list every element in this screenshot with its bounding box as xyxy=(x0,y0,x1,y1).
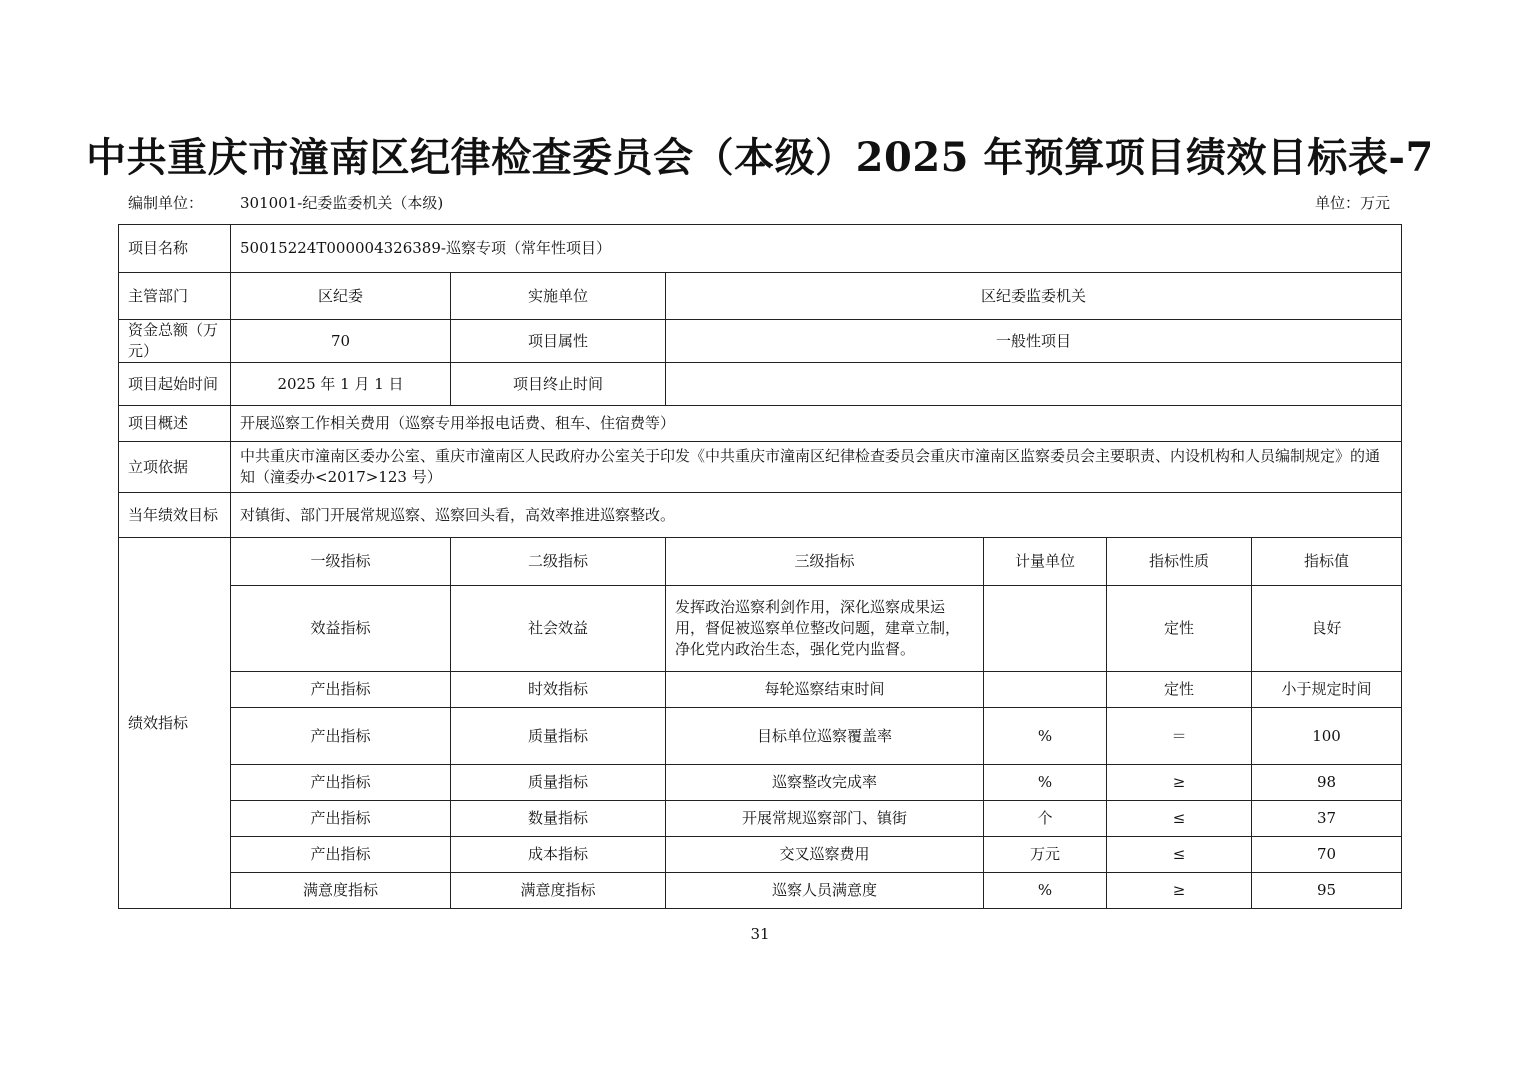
indicator-unit: 个 xyxy=(984,801,1107,837)
indicator-level1: 效益指标 xyxy=(231,586,451,672)
indicator-header-row xyxy=(119,538,1402,586)
meta-row xyxy=(128,192,1390,214)
indicator-value: 70 xyxy=(1252,837,1402,873)
indicator-unit xyxy=(984,586,1107,672)
indicator-value: 100 xyxy=(1252,708,1402,765)
header-level1: 一级指标 xyxy=(231,538,451,586)
basis-value: 中共重庆市潼南区委办公室、重庆市潼南区人民政府办公室关于印发《中共重庆市潼南区纪律检查委员会重庆市潼南区监察委员会主要职责、内设机构和人员编制规定》的通知（潼委办<2017>123 号） xyxy=(231,442,1402,493)
indicator-nature: 定性 xyxy=(1107,586,1252,672)
overview-value: 开展巡察工作相关费用（巡察专用举报电话费、租车、住宿费等） xyxy=(231,406,1402,442)
indicator-level2: 数量指标 xyxy=(451,801,666,837)
indicator-value: 良好 xyxy=(1252,586,1402,672)
department-row xyxy=(119,273,1402,320)
indicator-unit: % xyxy=(984,765,1107,801)
indicator-level2: 质量指标 xyxy=(451,708,666,765)
indicator-row xyxy=(119,672,1402,708)
goal-row xyxy=(119,493,1402,538)
impl-unit-value: 区纪委监委机关 xyxy=(666,273,1402,320)
indicator-level3: 巡察人员满意度 xyxy=(666,873,984,909)
basis-label: 立项依据 xyxy=(119,442,231,493)
indicator-value: 95 xyxy=(1252,873,1402,909)
header-unit: 计量单位 xyxy=(984,538,1107,586)
start-value: 2025 年 1 月 1 日 xyxy=(231,363,451,406)
indicator-level1: 产出指标 xyxy=(231,837,451,873)
dept-label: 主管部门 xyxy=(119,273,231,320)
indicator-level3: 发挥政治巡察利剑作用，深化巡察成果运用，督促被巡察单位整改问题，建章立制，净化党内政治生态，强化党内监督。 xyxy=(666,586,984,672)
indicator-nature: ≤ xyxy=(1107,801,1252,837)
indicator-level2: 时效指标 xyxy=(451,672,666,708)
end-value xyxy=(666,363,1402,406)
basis-row xyxy=(119,442,1402,493)
overview-label: 项目概述 xyxy=(119,406,231,442)
indicator-unit: 万元 xyxy=(984,837,1107,873)
indicator-value: 98 xyxy=(1252,765,1402,801)
start-label: 项目起始时间 xyxy=(119,363,231,406)
project-name-row xyxy=(119,225,1402,273)
indicator-nature: ≥ xyxy=(1107,765,1252,801)
dept-value: 区纪委 xyxy=(231,273,451,320)
page-number: 31 xyxy=(750,925,770,943)
header-level3: 三级指标 xyxy=(666,538,984,586)
indicator-level3: 巡察整改完成率 xyxy=(666,765,984,801)
indicators-section-label: 绩效指标 xyxy=(119,538,231,909)
indicator-level3: 每轮巡察结束时间 xyxy=(666,672,984,708)
indicator-level3: 开展常规巡察部门、镇街 xyxy=(666,801,984,837)
header-level2: 二级指标 xyxy=(451,538,666,586)
fund-row xyxy=(119,320,1402,363)
page-title: 中共重庆市潼南区纪律检查委员会（本级）2025 年预算项目绩效目标表-7 xyxy=(86,134,1434,181)
end-label: 项目终止时间 xyxy=(451,363,666,406)
indicator-level2: 满意度指标 xyxy=(451,873,666,909)
project-name-value: 50015224T000004326389-巡察专项（常年性项目） xyxy=(231,225,1402,273)
indicator-level1: 满意度指标 xyxy=(231,873,451,909)
attr-label: 项目属性 xyxy=(451,320,666,363)
indicator-unit: % xyxy=(984,873,1107,909)
indicator-level1: 产出指标 xyxy=(231,708,451,765)
attr-value: 一般性项目 xyxy=(666,320,1402,363)
overview-row xyxy=(119,406,1402,442)
performance-table xyxy=(118,224,1402,909)
indicator-row xyxy=(119,801,1402,837)
indicator-nature: ≤ xyxy=(1107,837,1252,873)
indicator-row xyxy=(119,837,1402,873)
goal-label: 当年绩效目标 xyxy=(119,493,231,538)
indicator-unit xyxy=(984,672,1107,708)
indicator-value: 37 xyxy=(1252,801,1402,837)
currency-unit: 单位：万元 xyxy=(1314,194,1390,212)
period-row xyxy=(119,363,1402,406)
compiling-unit-value: 301001-纪委监委机关（本级) xyxy=(240,194,444,212)
indicator-row xyxy=(119,708,1402,765)
indicator-level2: 成本指标 xyxy=(451,837,666,873)
indicator-row xyxy=(119,586,1402,672)
fund-label: 资金总额（万元） xyxy=(119,320,231,363)
indicator-value: 小于规定时间 xyxy=(1252,672,1402,708)
indicator-level3: 目标单位巡察覆盖率 xyxy=(666,708,984,765)
goal-value: 对镇街、部门开展常规巡察、巡察回头看，高效率推进巡察整改。 xyxy=(231,493,1402,538)
project-name-label: 项目名称 xyxy=(119,225,231,273)
header-value: 指标值 xyxy=(1252,538,1402,586)
indicator-row xyxy=(119,765,1402,801)
indicator-level3: 交叉巡察费用 xyxy=(666,837,984,873)
indicator-unit: % xyxy=(984,708,1107,765)
indicator-nature: ＝ xyxy=(1107,708,1252,765)
indicator-level2: 质量指标 xyxy=(451,765,666,801)
indicator-level2: 社会效益 xyxy=(451,586,666,672)
indicator-level1: 产出指标 xyxy=(231,765,451,801)
indicator-nature: ≥ xyxy=(1107,873,1252,909)
indicator-row xyxy=(119,873,1402,909)
impl-unit-label: 实施单位 xyxy=(451,273,666,320)
compiling-unit-label: 编制单位： xyxy=(128,194,204,212)
indicator-level1: 产出指标 xyxy=(231,801,451,837)
indicator-nature: 定性 xyxy=(1107,672,1252,708)
header-nature: 指标性质 xyxy=(1107,538,1252,586)
fund-value: 70 xyxy=(231,320,451,363)
indicator-level1: 产出指标 xyxy=(231,672,451,708)
